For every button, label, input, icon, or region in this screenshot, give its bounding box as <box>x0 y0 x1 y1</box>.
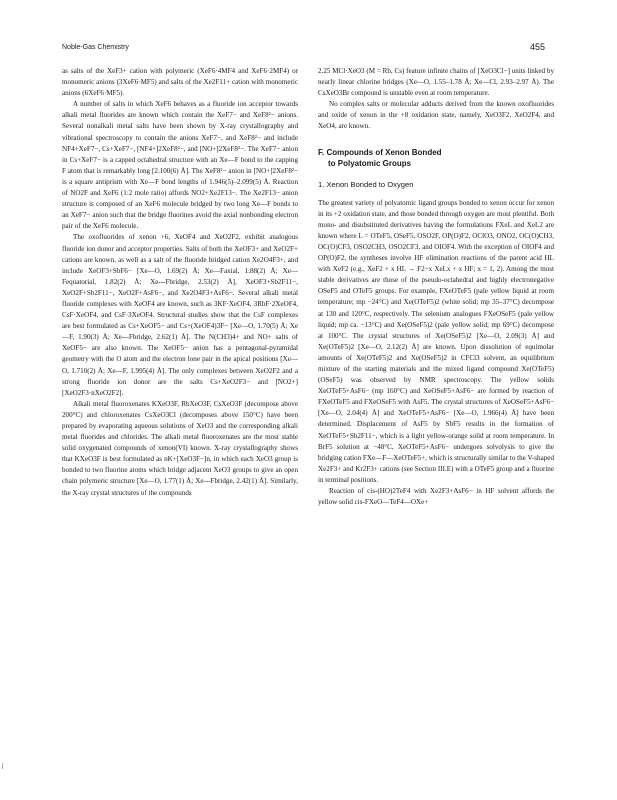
paragraph: as salts of the XeF3+ cation with polymeric (XeF6·4MF4 and XeF6·2MF4) or monomeric anions (3XeF6·MF5) and salts of the Xe2F11+ cation with monomeric anions (6XeF6·MF5). <box>62 67 298 98</box>
section-heading-line: to Polyatomic Groups <box>328 158 412 168</box>
page-number: 455 <box>530 42 546 52</box>
right-column <box>318 66 554 508</box>
section-heading <box>318 147 554 169</box>
section-heading-line: F. Compounds of Xenon Bonded <box>318 147 442 157</box>
subsection-heading: 1. Xenon Bonded to Oxygen <box>318 179 414 189</box>
paragraph: The oxofluorides of xenon +6, XeOF4 and XeO2F2, exhibit analogous fluoride ion donor and acceptor properties. Salts of both the XeOF3+ and XeO2F+ cations are known, as well as a salt of the fluoride bridged cation Xe2O4F3+, and include XeOF3+SbF6− [Xe—O, 1.69(2) Å; Xe—Faxial, 1.88(2) Å; Xe—Fequatorial, 1.82(2) Å; Xe---Fbridge, 2.53(2) Å], XeOF3+Sb2F11−, XeO2F+Sb2F11−, XeO2F+AsF6−, and Xe2O4F3+AsF6−. Several alkali metal fluoride complexes with XeOF4 are known, such as 3KF·XeOF4, 3RbF·2XeOF4, CsF·XeOF4, and CsF·3XeOF4. Structural studies show that the CsF complexes are best formulated as Cs+XeOF5− and Cs+(XeOF4)3F− [Xe—O, 1.70(5) Å; Xe—F, 1.90(3) Å; Xe---Fbridge, 2.62(1) Å]. The N(CH3)4+ and NO+ salts of XeOF5− are also known. The XeOF5− anion has a pentagonal-pyramidal geometry with the O atom and the electron lone pair in the apical positions [Xe—O, 1.710(2) Å; Xe—F, 1.995(4) Å]. The only complexes between XeO2F2 and a strong fluoride ion donor are the salts Cs+XeO2F3− and [NO2+][XeO2F3·nXeO2F2]. <box>62 233 298 397</box>
paragraph: Reaction of cis-(HO)2TeF4 with Xe2F3+AsF6− in HF solvent affords the yellow solid cis-FXeO—TeF4—OXe+ <box>318 487 554 507</box>
paragraph: A number of salts in which XeF6 behaves as a fluoride ion acceptor towards alkali metal fluorides are known which contain the XeF7− and XeF8²− anions. Several nonalkali metal salts have been shown by X-ray crystallography and vibrational spectroscopy to contain the anions XeF7−, and XeF8²− and include NF4+XeF7−, Cs+XeF7−, [NF4+]2XeF8²−, and [NO+]2XeF8²−. The XeF7− anion in Cs+XeF7− is a capped octahedral structure with an Xe—F bond to the capping F atom that is remarkably long [2.100(6) Å]. The XeF8²− anion in [NO+]2XeF8²− is a square antiprism with Xe—F bond lengths of 1.946(5)–2.099(5) Å. Reaction of NO2F and XeF6 (1:2 mole ratio) affords NO2+Xe2F13−. The Xe2F13− anion structure is composed of an XeF6 molecule bridged by two long Xe—F bonds to an XeF7− anion such that the bridge fluorines avoid the axial nonbonding electron pair of the XeF6 molecule. <box>62 100 298 231</box>
running-head: Noble-Gas Chemistry <box>62 44 129 51</box>
paragraph: No complex salts or molecular adducts derived from the known oxofluorides and oxide of xenon in the +8 oxidation state, namely, XeO3F2, XeO2F4, and XeO4, are known. <box>318 100 554 131</box>
paragraph: The greatest variety of polyatomic ligand groups bonded to xenon occur for xenon in its +2 oxidation state, and those bonded through oxygen are most plentiful. Both mono- and disubstituted derivatives having the formulations FXeL and XeL2 are known where L = OTeF5, OSeF5, OSO2F, OP(O)F2, OClO3, ONO2, OC(O)CH3, OC(O)CF3, OSO2CH3, OSO2CF3, and OIOF4. With the exception of OIOF4 and OP(O)F2, the syntheses involve HF elimination reactions of the parent acid HL with XeF2 (e.g., XeF2 + x HL → F2−x XeLx + x HF; x = 1, 2). Among the most stable derivatives are those of the pseudo-octahedral and highly electronegative OSeF5 and OTeF5 groups. For example, FXeOTeF5 (pale yellow liquid at room temperature; mp −24°C) and Xe(OTeF5)2 (white solid; mp 35–37°C) decompose at 130 and 120°C, respectively. The selenium analogues FXeOSeF5 (pale yellow liquid; mp ca. −13°C) and Xe(OSeF5)2 (pale yellow solid; mp 69°C) decompose at 100°C. The crystal structures of Xe(OSeF5)2 [Xe—O, 2.09(3) Å] and Xe(OTeF5)2 [Xe—O, 2.12(2) Å] are known. Upon dissolution of equimolar amounts of Xe(OTeF5)2 and Xe(OSeF5)2 in CFCl3 solvent, an equilibrium mixture of the starting materials and the mixed ligand compound Xe(OTeF5)(OSeF5) was observed by NMR spectroscopy. The yellow solids XeOTeF5+AsF6− (mp 160°C) and XeOSeF5+AsF6− are formed by reaction of FXeOTeF5 and FXeOSeF5 with AsF5. The crystal structures of XeOSeF5+AsF6− [Xe—O, 2.04(4) Å] and XeOTeF5+AsF6− [Xe—O, 1.966(4) Å] have been determined. Displacement of AsF5 by SbF5 results in the formation of XeOTeF5+Sb2F11−, which is a light yellow-orange solid at room temperature. In BrF5 solution at −48°C, XeOTeF5+AsF6− undergoes solvolysis to give the bridging cation FXe—F—XeOTeF5+, which is structurally similar to the V-shaped Xe2F3+ and Kr2F3+ cations (see Section III.E) with a OTeF5 group and a fluorine in terminal positions. <box>318 198 554 484</box>
margin-mark <box>2 763 3 769</box>
paragraph: 2.25 MCl·XeO3 (M = Rb, Cs) feature infinite chains of [XeO3Cl−] units linked by nearly linear chlorine bridges (Xe—O, 1.55–1.78 Å; Xe—Cl, 2.93–2.97 Å). The CsXeO3Br compound is unstable even at room temperature. <box>318 67 554 98</box>
paragraph: Alkali metal fluoroxenates KXeO3F, RbXeO3F, CsXeO3F (decompose above 200°C) and chloroxenates CsXeO3Cl (decomposes above 150°C) have been prepared by evaporating aqueous solutions of XeO3 and the corresponding alkali metal fluorides and chlorides. The alkali metal fluoroxenates are the most stable solid oxygenated compounds of xenon(VI) known. X-ray crystallography shows that KXeO3F is best formulated as nK+[XeO3F−]n, in which each XeO3 group is bonded to two fluorine atoms which bridge adjacent XeO3 groups to give an open chain polymeric structure [Xe—O, 1.77(1) Å; Xe---Fbridge, 2.42(1) Å]. Similarly, the X-ray crystal structures of the compounds <box>62 399 298 497</box>
left-column <box>62 66 298 499</box>
